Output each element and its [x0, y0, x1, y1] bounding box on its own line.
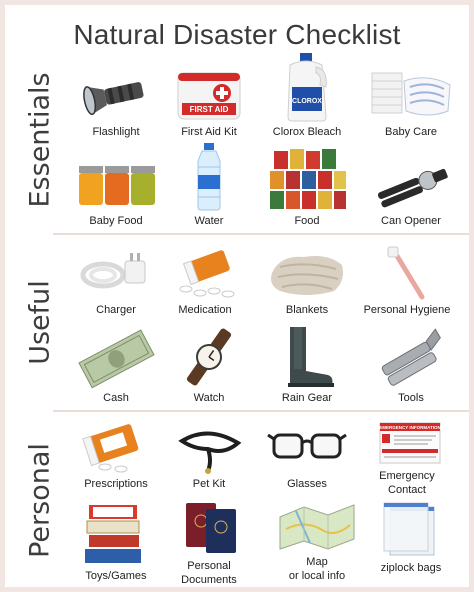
glasses-icon [266, 419, 348, 475]
ziplock-bag-icon [370, 499, 452, 559]
item-food [257, 145, 357, 228]
item-label: Baby Food [89, 215, 143, 227]
item-watch [159, 325, 259, 405]
item-label-line: Documents [181, 574, 237, 586]
item-label: Medication [178, 304, 232, 316]
item-charger [66, 245, 166, 317]
item-toys-games [66, 499, 166, 583]
item-label: Water [194, 215, 224, 227]
can-opener-icon [370, 156, 452, 212]
item-ziplock-bags [361, 499, 461, 575]
item-glasses [257, 419, 357, 491]
section-label-essentials: Essentials [24, 72, 56, 208]
item-label [267, 555, 367, 583]
section-divider [53, 410, 469, 412]
item-medication [155, 245, 255, 317]
item-label: Tools [398, 392, 424, 404]
item-tools [361, 325, 461, 405]
section-label-personal: Personal [24, 443, 56, 558]
water-bottle-icon [168, 141, 250, 212]
section-divider [53, 233, 469, 235]
item-label: Cash [103, 392, 129, 404]
clorox-text: CLOROX [292, 98, 322, 105]
item-label: Can Opener [381, 215, 441, 227]
item-label: Toys/Games [85, 570, 147, 582]
first-aid-kit-icon [168, 67, 250, 123]
item-baby-care [361, 67, 461, 139]
charger-icon [75, 245, 157, 301]
dog-leash-icon [168, 419, 250, 475]
item-label: Personal Hygiene [363, 304, 451, 316]
toothbrush-icon [366, 245, 448, 301]
item-emergency-contact [357, 419, 457, 497]
item-clorox-bleach [257, 51, 357, 139]
item-label [159, 559, 259, 587]
page-title: Natural Disaster Checklist [73, 19, 401, 50]
emergency-card-icon [366, 419, 448, 467]
board-games-icon [75, 499, 157, 567]
item-label: Glasses [287, 478, 327, 490]
item-label: Flashlight [92, 126, 140, 138]
item-label: Rain Gear [281, 392, 333, 404]
item-label: Charger [96, 304, 136, 316]
blanket-icon [266, 245, 348, 301]
cash-icon [75, 327, 157, 389]
item-label: Watch [193, 392, 225, 404]
item-pet-kit [159, 419, 259, 491]
item-label-line: Map [306, 556, 328, 568]
item-label [357, 469, 457, 497]
item-personal-hygiene [357, 245, 457, 317]
bleach-bottle-icon [266, 51, 348, 123]
item-label: Blankets [285, 304, 329, 316]
item-label: Prescriptions [84, 478, 148, 490]
item-first-aid-kit [159, 67, 259, 139]
item-label-line: Personal [187, 560, 231, 572]
first-aid-text: FIRST AID [189, 105, 229, 114]
passport-icon [168, 499, 250, 557]
item-rain-gear [257, 325, 357, 405]
canned-food-icon [266, 145, 348, 212]
rain-boots-icon [266, 325, 348, 389]
item-label-line: or local info [288, 570, 346, 582]
flashlight-icon [75, 67, 157, 123]
item-flashlight [66, 67, 166, 139]
item-water [159, 141, 259, 228]
item-label: ziplock bags [380, 562, 442, 574]
item-map [267, 499, 367, 583]
item-cash [66, 327, 166, 405]
item-label-line: Emergency [379, 470, 435, 482]
map-icon [276, 499, 358, 553]
watch-icon [168, 325, 250, 389]
pill-bottle-icon [164, 245, 246, 301]
prescription-bottle-icon [75, 419, 157, 475]
multitool-icon [370, 325, 452, 389]
item-label: Pet Kit [192, 478, 226, 490]
baby-food-jars-icon [75, 156, 157, 212]
emergency-card-header: EMERGENCY INFORMATION [379, 425, 441, 430]
diaper-icon [370, 67, 452, 123]
item-baby-food [66, 156, 166, 228]
section-label-useful: Useful [24, 280, 56, 365]
item-blankets [257, 245, 357, 317]
item-can-opener [361, 156, 461, 228]
item-personal-documents [159, 499, 259, 587]
item-prescriptions [66, 419, 166, 491]
item-label: Baby Care [385, 126, 437, 138]
item-label: Clorox Bleach [272, 126, 342, 138]
item-label-line: Contact [388, 484, 426, 496]
item-label: Food [294, 215, 320, 227]
item-label: First Aid Kit [181, 126, 237, 138]
